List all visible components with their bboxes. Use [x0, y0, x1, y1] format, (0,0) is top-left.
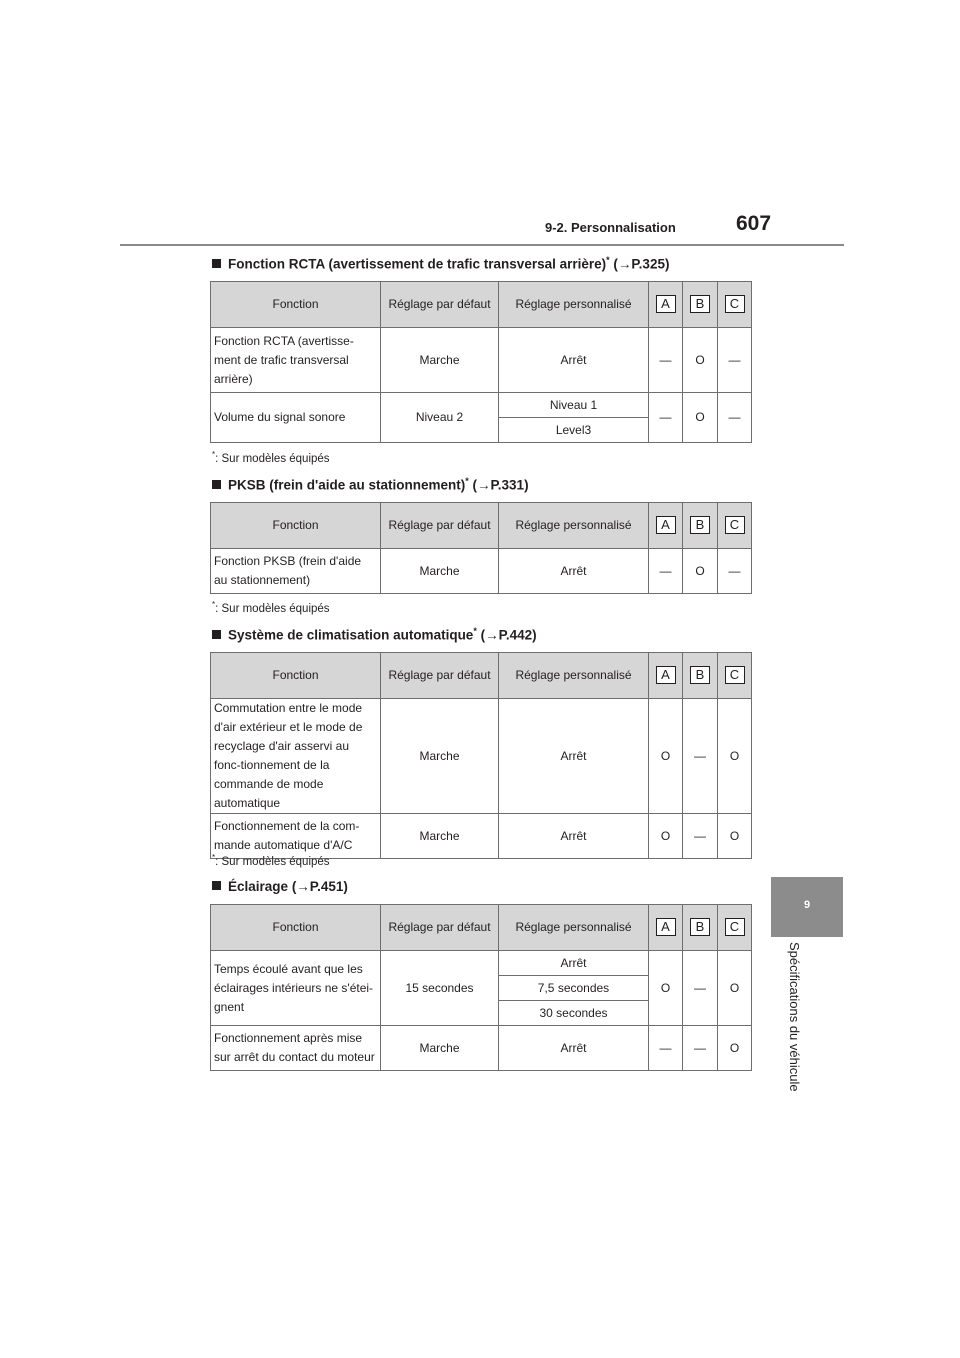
settings-table	[210, 652, 752, 859]
default-cell: Marche	[381, 814, 499, 859]
section-title-text: Fonction RCTA (avertissement de trafic transversal arrière)	[228, 256, 607, 272]
function-cell: Temps écoulé avant que les éclairages intérieurs ne s'étei-gnent	[211, 951, 381, 1026]
custom-cell: Arrêt	[499, 699, 649, 814]
default-cell: Marche	[381, 328, 499, 393]
table-row	[211, 951, 752, 976]
col-header-b	[683, 282, 718, 328]
boxed-letter-c: C	[725, 516, 745, 534]
bullet-square-icon	[212, 259, 221, 268]
boxed-letter-c: C	[725, 666, 745, 684]
b-cell: —	[683, 814, 718, 859]
col-header-c	[718, 503, 752, 549]
custom-cell: Arrêt	[499, 328, 649, 393]
col-header-custom: Réglage personnalisé	[499, 503, 649, 549]
table-row	[211, 328, 752, 393]
custom-cell: 7,5 secondes	[499, 976, 649, 1001]
a-cell: —	[649, 1026, 683, 1071]
bullet-square-icon	[212, 480, 221, 489]
boxed-letter-a: A	[656, 516, 676, 534]
boxed-letter-c: C	[725, 918, 745, 936]
b-cell: O	[683, 393, 718, 443]
function-cell: Fonction RCTA (avertisse-ment de trafic transversal arrière)	[211, 328, 381, 393]
b-cell: —	[683, 699, 718, 814]
a-cell: O	[649, 699, 683, 814]
default-cell: Marche	[381, 1026, 499, 1071]
col-header-c	[718, 282, 752, 328]
c-cell: —	[718, 549, 752, 594]
boxed-letter-b: B	[690, 666, 710, 684]
default-cell: 15 secondes	[381, 951, 499, 1026]
asterisk: *	[212, 853, 216, 862]
col-header-default: Réglage par défaut	[381, 503, 499, 549]
table-row	[211, 393, 752, 418]
a-cell: —	[649, 393, 683, 443]
a-cell: —	[649, 549, 683, 594]
c-cell: O	[718, 699, 752, 814]
table-row	[211, 549, 752, 594]
footnote: *: Sur modèles équipés	[212, 450, 330, 465]
section-title	[212, 255, 669, 272]
section-title-text: PKSB (frein d'aide au stationnement)	[228, 477, 466, 493]
table-header-row	[211, 653, 752, 699]
function-cell: Volume du signal sonore	[211, 393, 381, 443]
c-cell: O	[718, 951, 752, 1026]
col-header-function: Fonction	[211, 905, 381, 951]
footnote-text: Sur modèles équipés	[221, 602, 330, 615]
boxed-letter-a: A	[656, 918, 676, 936]
b-cell: O	[683, 549, 718, 594]
custom-cell: Niveau 1	[499, 393, 649, 418]
custom-cell: Arrêt	[499, 814, 649, 859]
table-row	[211, 699, 752, 814]
boxed-letter-b: B	[690, 918, 710, 936]
boxed-letter-b: B	[690, 295, 710, 313]
footnote-text: Sur modèles équipés	[221, 452, 330, 465]
col-header-custom: Réglage personnalisé	[499, 282, 649, 328]
c-cell: O	[718, 1026, 752, 1071]
custom-cell: Level3	[499, 418, 649, 443]
col-header-custom: Réglage personnalisé	[499, 653, 649, 699]
default-cell: Marche	[381, 549, 499, 594]
page-number: 607	[736, 212, 772, 235]
section-title-text: Système de climatisation automatique	[228, 627, 474, 643]
settings-table	[210, 281, 752, 443]
bullet-square-icon	[212, 630, 221, 639]
settings-table	[210, 502, 752, 594]
default-cell: Marche	[381, 699, 499, 814]
asterisk: *	[606, 255, 610, 265]
b-cell: —	[683, 1026, 718, 1071]
custom-cell: 30 secondes	[499, 1001, 649, 1026]
function-cell: Fonctionnement après mise sur arrêt du contact du moteur	[211, 1026, 381, 1071]
asterisk: *	[212, 450, 216, 459]
col-header-b	[683, 503, 718, 549]
a-cell: —	[649, 328, 683, 393]
boxed-letter-b: B	[690, 516, 710, 534]
a-cell: O	[649, 814, 683, 859]
col-header-c	[718, 653, 752, 699]
settings-table	[210, 904, 752, 1071]
section-title-text: Éclairage	[228, 879, 289, 894]
custom-cell: Arrêt	[499, 951, 649, 976]
col-header-c	[718, 905, 752, 951]
footnote: *: Sur modèles équipés	[212, 600, 330, 615]
function-cell: Commutation entre le mode d'air extérieur et le mode de recyclage d'air asservi au fonc-tionnement de la commande de mode automatique	[211, 699, 381, 814]
chapter-title	[786, 942, 806, 1112]
c-cell: —	[718, 328, 752, 393]
default-cell: Niveau 2	[381, 393, 499, 443]
col-header-a	[649, 282, 683, 328]
bullet-square-icon	[212, 881, 221, 890]
page-ref-link[interactable]: (→P.325)	[613, 256, 670, 272]
table-header-row	[211, 503, 752, 549]
col-header-a	[649, 653, 683, 699]
a-cell: O	[649, 951, 683, 1026]
section-title	[212, 626, 537, 643]
section-title	[212, 879, 348, 894]
table-header-row	[211, 282, 752, 328]
footnote: *: Sur modèles équipés	[212, 853, 330, 868]
col-header-default: Réglage par défaut	[381, 282, 499, 328]
page-ref-link[interactable]: (→P.451)	[291, 879, 348, 894]
custom-cell: Arrêt	[499, 1026, 649, 1071]
asterisk: *	[465, 476, 469, 486]
col-header-function: Fonction	[211, 503, 381, 549]
function-cell: Fonctionnement de la com-mande automatique d'A/C	[211, 814, 381, 859]
page-ref-link[interactable]: (→P.331)	[472, 477, 529, 493]
chapter-title-text: Spécifications du véhicule	[787, 942, 802, 1092]
b-cell: —	[683, 951, 718, 1026]
col-header-b	[683, 653, 718, 699]
asterisk: *	[212, 600, 216, 609]
asterisk: *	[473, 626, 477, 636]
chapter-tab[interactable]: 9	[771, 877, 843, 937]
custom-cell: Arrêt	[499, 549, 649, 594]
col-header-b	[683, 905, 718, 951]
col-header-a	[649, 503, 683, 549]
col-header-default: Réglage par défaut	[381, 653, 499, 699]
b-cell: O	[683, 328, 718, 393]
col-header-a	[649, 905, 683, 951]
col-header-function: Fonction	[211, 653, 381, 699]
section-header: 9-2. Personnalisation	[545, 220, 676, 235]
header-rule	[120, 244, 844, 246]
table-row	[211, 814, 752, 859]
col-header-custom: Réglage personnalisé	[499, 905, 649, 951]
c-cell: —	[718, 393, 752, 443]
table-row	[211, 1026, 752, 1071]
boxed-letter-a: A	[656, 295, 676, 313]
footnote-text: Sur modèles équipés	[221, 855, 330, 868]
boxed-letter-a: A	[656, 666, 676, 684]
col-header-function: Fonction	[211, 282, 381, 328]
page-ref-link[interactable]: (→P.442)	[480, 627, 537, 643]
col-header-default: Réglage par défaut	[381, 905, 499, 951]
c-cell: O	[718, 814, 752, 859]
boxed-letter-c: C	[725, 295, 745, 313]
section-title	[212, 476, 529, 493]
table-header-row	[211, 905, 752, 951]
function-cell: Fonction PKSB (frein d'aide au stationnement)	[211, 549, 381, 594]
